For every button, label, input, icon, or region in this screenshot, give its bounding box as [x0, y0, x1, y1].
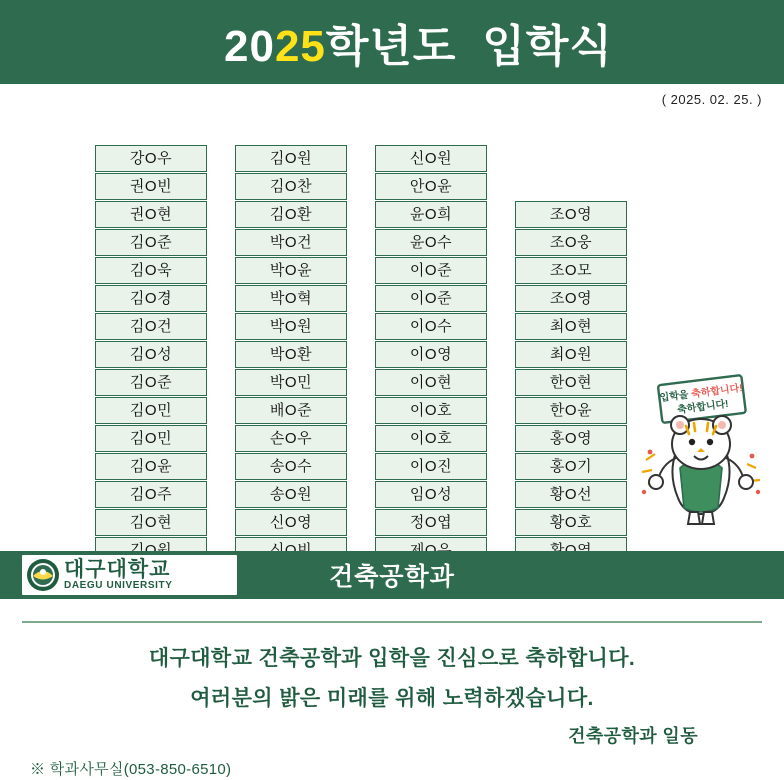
name-cell: 조O영: [515, 201, 627, 228]
name-column-4: [515, 201, 627, 565]
name-cell: 박O건: [235, 229, 347, 256]
tiger-mascot-icon: [632, 372, 770, 532]
name-cell: 송O수: [235, 453, 347, 480]
name-cell: 김O현: [95, 509, 207, 536]
name-column-2: [235, 145, 347, 565]
name-cell: 안O윤: [375, 173, 487, 200]
name-cell: 김O준: [95, 229, 207, 256]
name-cell: 조O영: [515, 285, 627, 312]
title-event: 입학식: [482, 22, 613, 71]
name-cell: 김O민: [95, 425, 207, 452]
name-cell: 권O현: [95, 201, 207, 228]
name-cell: 임O성: [375, 481, 487, 508]
name-cell: 윤O희: [375, 201, 487, 228]
congrats-line-2: 여러분의 밝은 미래를 위해 노력하겠습니다.: [190, 687, 594, 710]
department-bar: [0, 551, 784, 599]
name-cell: 김O성: [95, 341, 207, 368]
name-cell: 박O혁: [235, 285, 347, 312]
name-cell: 김O환: [235, 201, 347, 228]
name-cell: 홍O영: [515, 425, 627, 452]
name-cell: 박O민: [235, 369, 347, 396]
name-column-3: [375, 145, 487, 565]
name-cell: 이O수: [375, 313, 487, 340]
header-banner: [0, 0, 784, 84]
name-cell: 이O영: [375, 341, 487, 368]
name-cell: 조O모: [515, 257, 627, 284]
name-cell: 이O진: [375, 453, 487, 480]
office-contact: ※ 학과사무실(053-850-6510): [30, 761, 232, 778]
svg-text:축하합니다!: 축하합니다!: [676, 398, 730, 417]
name-cell: 한O윤: [515, 397, 627, 424]
name-cell: 김O윤: [95, 453, 207, 480]
name-cell: 신O영: [235, 509, 347, 536]
name-cell: 박O원: [235, 313, 347, 340]
name-cell: 최O현: [515, 313, 627, 340]
name-cell: 김O원: [235, 145, 347, 172]
name-cell: 손O우: [235, 425, 347, 452]
name-cell: 최O원: [515, 341, 627, 368]
name-cell: 강O우: [95, 145, 207, 172]
name-cell: 이O현: [375, 369, 487, 396]
name-cell: 정O엽: [375, 509, 487, 536]
name-cell: 김O욱: [95, 257, 207, 284]
name-cell: 박O환: [235, 341, 347, 368]
name-cell: 신O원: [375, 145, 487, 172]
title-suffix: 학년도: [325, 22, 457, 71]
congrats-line-1: 대구대학교 건축공학과 입학을 진심으로 축하합니다.: [148, 647, 636, 670]
svg-text:입학을 축하합니다!: 입학을 축하합니다!: [659, 383, 744, 405]
name-cell: 이O준: [375, 285, 487, 312]
name-cell: 이O호: [375, 397, 487, 424]
name-cell: 홍O기: [515, 453, 627, 480]
name-cell: 김O준: [95, 369, 207, 396]
name-cell: 윤O수: [375, 229, 487, 256]
name-cell: 김O찬: [235, 173, 347, 200]
name-cell: 배O준: [235, 397, 347, 424]
name-cell: 이O호: [375, 425, 487, 452]
svg-text:DAEGU: DAEGU: [35, 585, 51, 590]
name-cell: 박O윤: [235, 257, 347, 284]
department-name: 건축공학과: [329, 563, 455, 591]
title-year-prefix: 20: [223, 22, 275, 71]
name-cell: 김O건: [95, 313, 207, 340]
name-cell: 조O웅: [515, 229, 627, 256]
section-divider: [22, 621, 762, 623]
signature: 건축공학과 일동: [568, 726, 698, 746]
name-cell: 김O민: [95, 397, 207, 424]
name-cell: 김O경: [95, 285, 207, 312]
page-title: [171, 0, 613, 124]
university-name-kr: 대구대학교: [64, 557, 171, 581]
name-cell: 권O빈: [95, 173, 207, 200]
name-cell: 황O선: [515, 481, 627, 508]
university-name-en: DAEGU UNIVERSITY: [64, 579, 173, 591]
name-cell: 황O호: [515, 509, 627, 536]
event-date: ( 2025. 02. 25. ): [661, 92, 762, 107]
name-cell: 이O준: [375, 257, 487, 284]
title-year-highlight: 25: [274, 22, 326, 71]
name-cell: 송O원: [235, 481, 347, 508]
name-cell: 한O현: [515, 369, 627, 396]
name-cell: 김O주: [95, 481, 207, 508]
name-column-1: [95, 145, 207, 565]
